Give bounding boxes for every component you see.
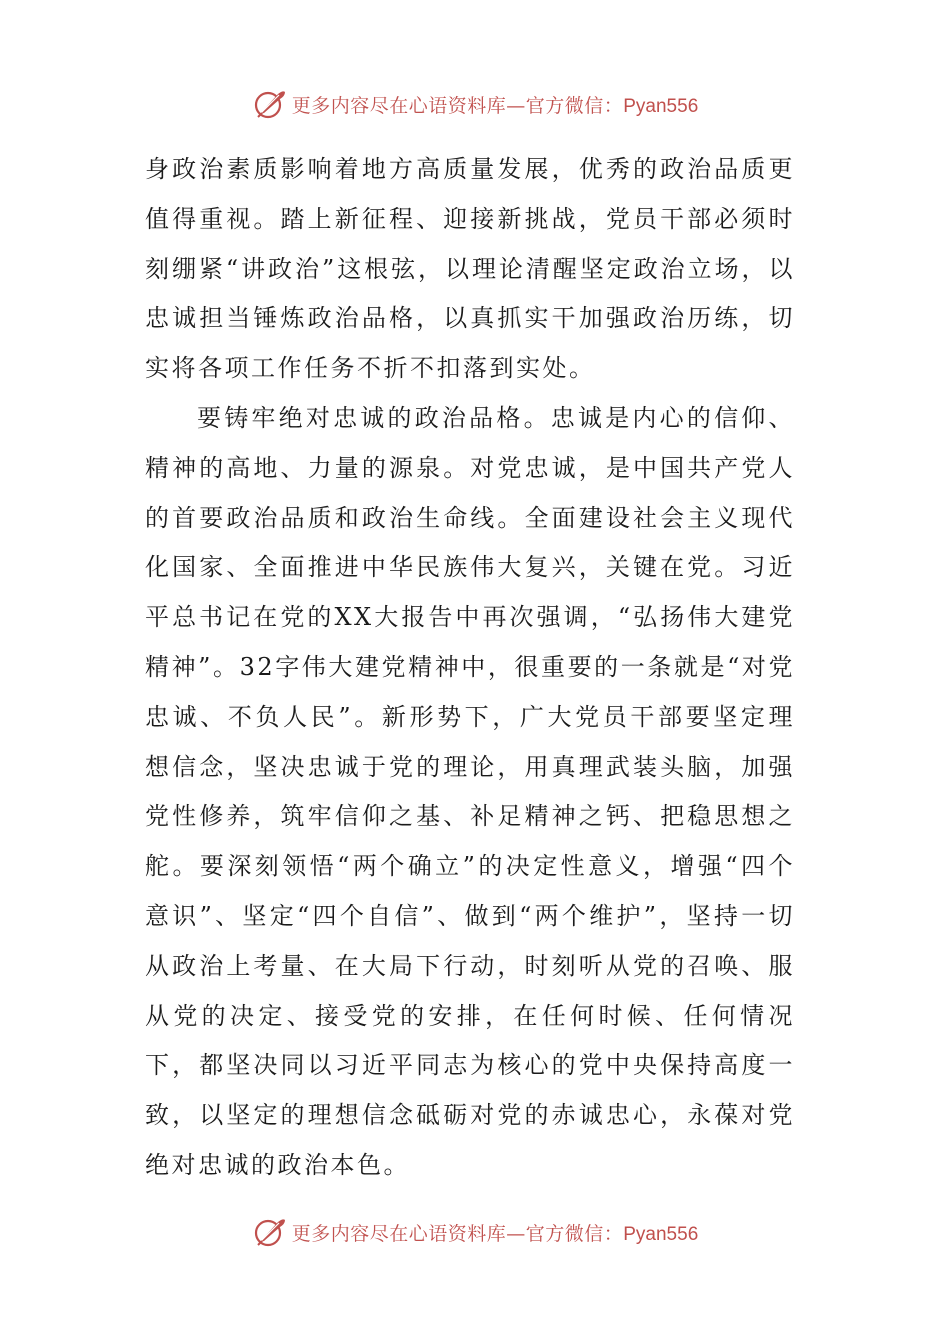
- footer-banner-handle: Pyan556: [623, 1223, 699, 1245]
- footer-banner: [0, 1210, 950, 1254]
- document-body: [145, 145, 795, 1191]
- quill-pen-logo-icon: [252, 1214, 288, 1250]
- body-paragraph-2: 要铸牢绝对忠诚的政治品格。忠诚是内心的信仰、精神的高地、力量的源泉。对党忠诚，是中国共产党人的首要政治品质和政治生命线。全面建设社会主义现代化国家、全面推进中华民族伟大复兴，关键在党。习近平总书记在党的XX大报告中再次强调，“弘扬伟大建党精神”。32字伟大建党精神中，很重要的一条就是“对党忠诚、不负人民”。新形势下，广大党员干部要坚定理想信念，坚决忠诚于党的理论，用真理武装头脑，加强党性修养，筑牢信仰之基、补足精神之钙、把稳思想之舵。要深刻领悟“两个确立”的决定性意义，增强“四个意识”、坚定“四个自信”、做到“两个维护”，坚持一切从政治上考量、在大局下行动，时刻听从党的召唤、服从党的决定、接受党的安排，在任何时候、任何情况下，都坚决同以习近平同志为核心的党中央保持高度一致，以坚定的理想信念砥砺对党的赤诚忠心，永葆对党绝对忠诚的政治本色。: [145, 403, 795, 1179]
- header-banner-label: 更多内容尽在心语资料库—官方微信：: [291, 94, 624, 117]
- header-banner-inner: [252, 86, 699, 122]
- header-banner: [0, 82, 950, 126]
- footer-banner-text: [292, 1219, 699, 1246]
- header-banner-text: [292, 91, 699, 118]
- quill-pen-logo-icon: [252, 86, 288, 122]
- body-paragraph-1: 身政治素质影响着地方高质量发展，优秀的政治品质更值得重视。踏上新征程、迎接新挑战，党员干部必须时刻绷紧“讲政治”这根弦，以理论清醒坚定政治立场，以忠诚担当锤炼政治品格，以真抓实干加强政治历练，切实将各项工作任务不折不扣落到实处。: [145, 155, 795, 383]
- footer-banner-inner: [252, 1214, 699, 1250]
- header-banner-handle: Pyan556: [623, 95, 699, 117]
- footer-banner-label: 更多内容尽在心语资料库—官方微信：: [291, 1222, 624, 1245]
